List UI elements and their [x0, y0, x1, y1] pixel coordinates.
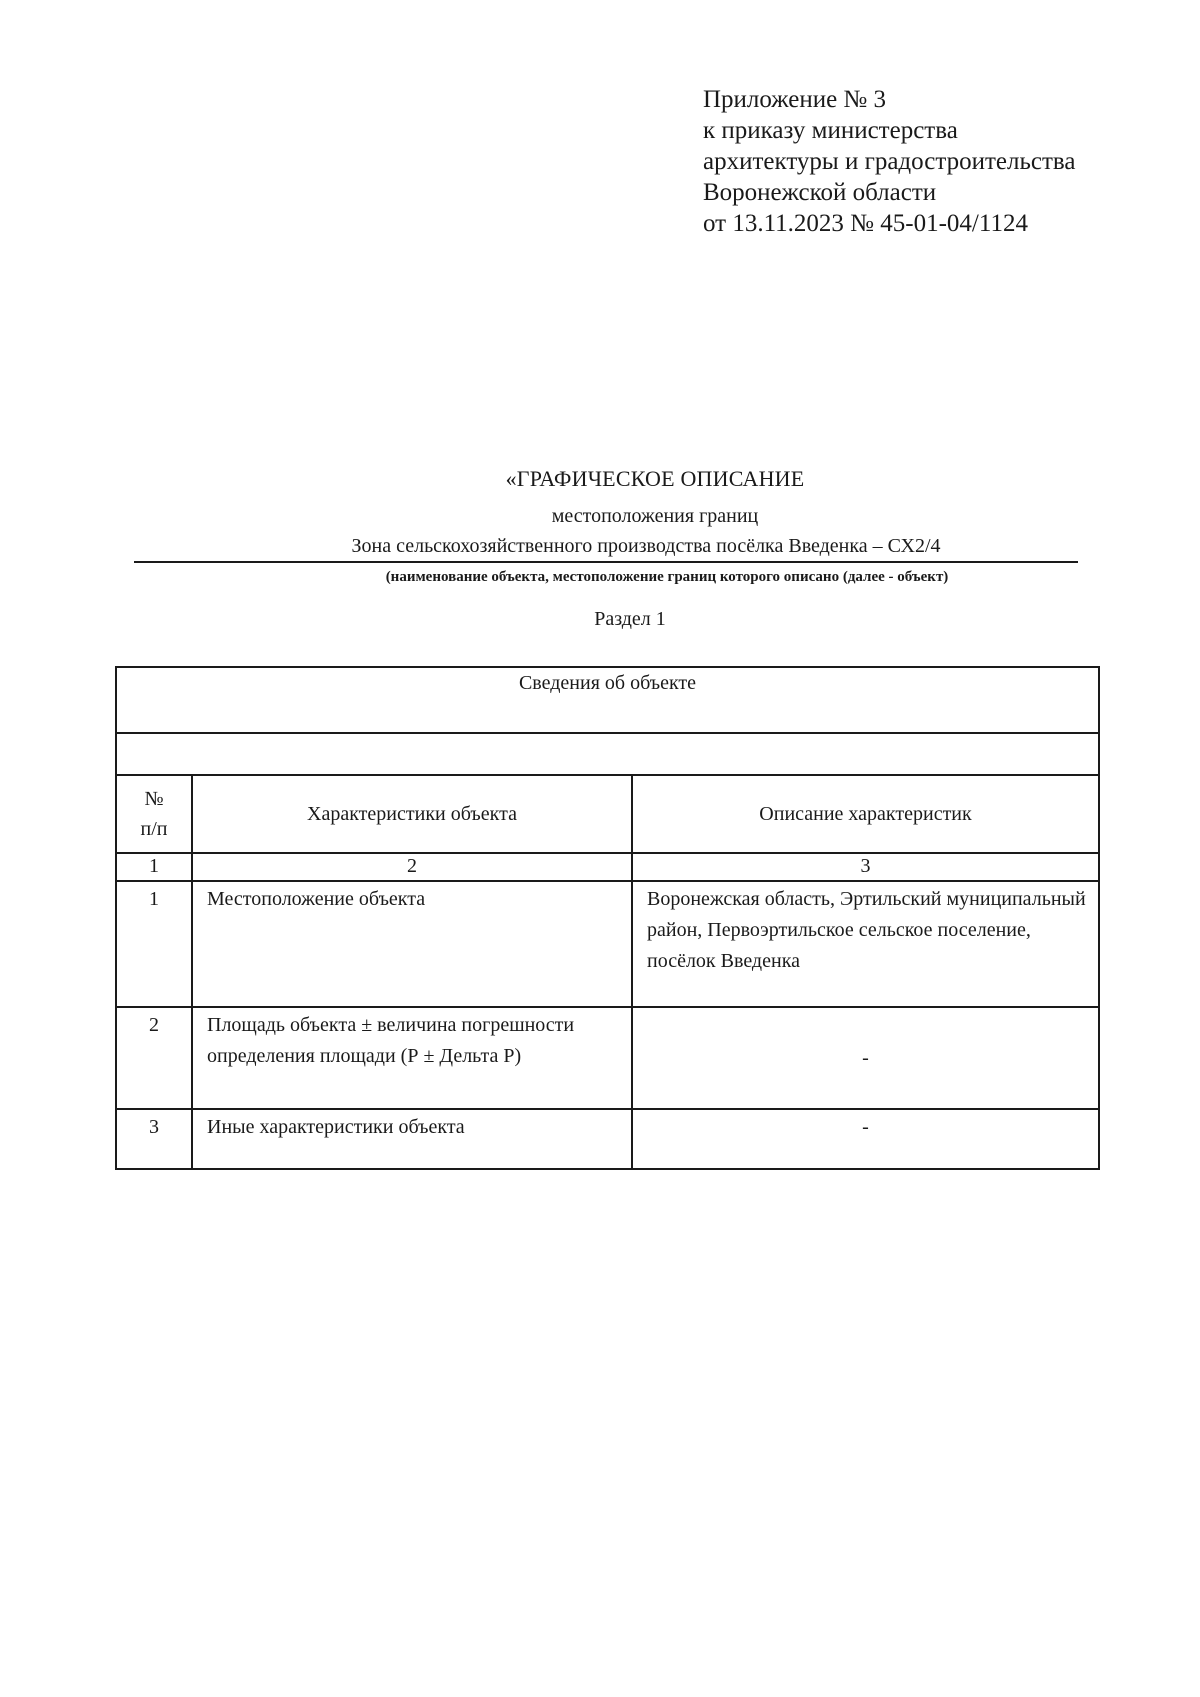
- table-row: [116, 1007, 1099, 1109]
- header-num-line2: п/п: [140, 818, 168, 840]
- table-header-row: [116, 775, 1099, 853]
- table-blank-row: [116, 733, 1099, 775]
- table-caption-row: [116, 667, 1099, 733]
- table-row: [116, 881, 1099, 1007]
- row-description: Воронежская область, Эртильский муниципальный район, Первоэртильское сельское поселение, посёлок Введенка: [632, 881, 1099, 1007]
- header-characteristics: Характеристики объекта: [192, 775, 632, 853]
- annex-line: Приложение № 3: [703, 86, 887, 113]
- row-characteristic: Иные характеристики объекта: [192, 1109, 632, 1169]
- annex-line: к приказу министерства: [703, 117, 958, 144]
- column-number: 2: [192, 853, 632, 881]
- row-description: -: [632, 1007, 1099, 1109]
- object-name: Зона сельскохозяйственного производства посёлка Введенка – СХ2/4: [351, 535, 941, 557]
- row-number: 1: [116, 881, 192, 1007]
- table-caption: Сведения об объекте: [116, 667, 1099, 733]
- row-characteristic: Местоположение объекта: [192, 881, 632, 1007]
- table-column-numbers-row: [116, 853, 1099, 881]
- annex-line: архитектуры и градостроительства: [703, 148, 1076, 175]
- row-characteristic: Площадь объекта ± величина погрешности определения площади (Р ± Дельта Р): [192, 1007, 632, 1109]
- row-number: 2: [116, 1007, 192, 1109]
- header-description: Описание характеристик: [632, 775, 1099, 853]
- row-number: 3: [116, 1109, 192, 1169]
- annex-line: Воронежской области: [703, 179, 937, 206]
- column-number: 3: [632, 853, 1099, 881]
- row-description: -: [632, 1109, 1099, 1169]
- object-name-field: [134, 533, 1078, 563]
- table-row: [116, 1109, 1099, 1169]
- section-label: Раздел 1: [594, 608, 666, 630]
- annex-line: от 13.11.2023 № 45-01-04/1124: [703, 210, 1028, 237]
- header-num-line1: №: [144, 788, 164, 810]
- column-number: 1: [116, 853, 192, 881]
- document-title: «ГРАФИЧЕСКОЕ ОПИСАНИЕ: [505, 466, 805, 491]
- annex-block: [703, 84, 1163, 239]
- header-num: [116, 775, 192, 853]
- table-blank-cell: [116, 733, 1099, 775]
- object-name-caption: (наименование объекта, местоположение границ которого описано (далее - объект): [385, 569, 949, 585]
- document-subtitle: местоположения границ: [551, 505, 759, 527]
- object-info-table: [115, 666, 1100, 1170]
